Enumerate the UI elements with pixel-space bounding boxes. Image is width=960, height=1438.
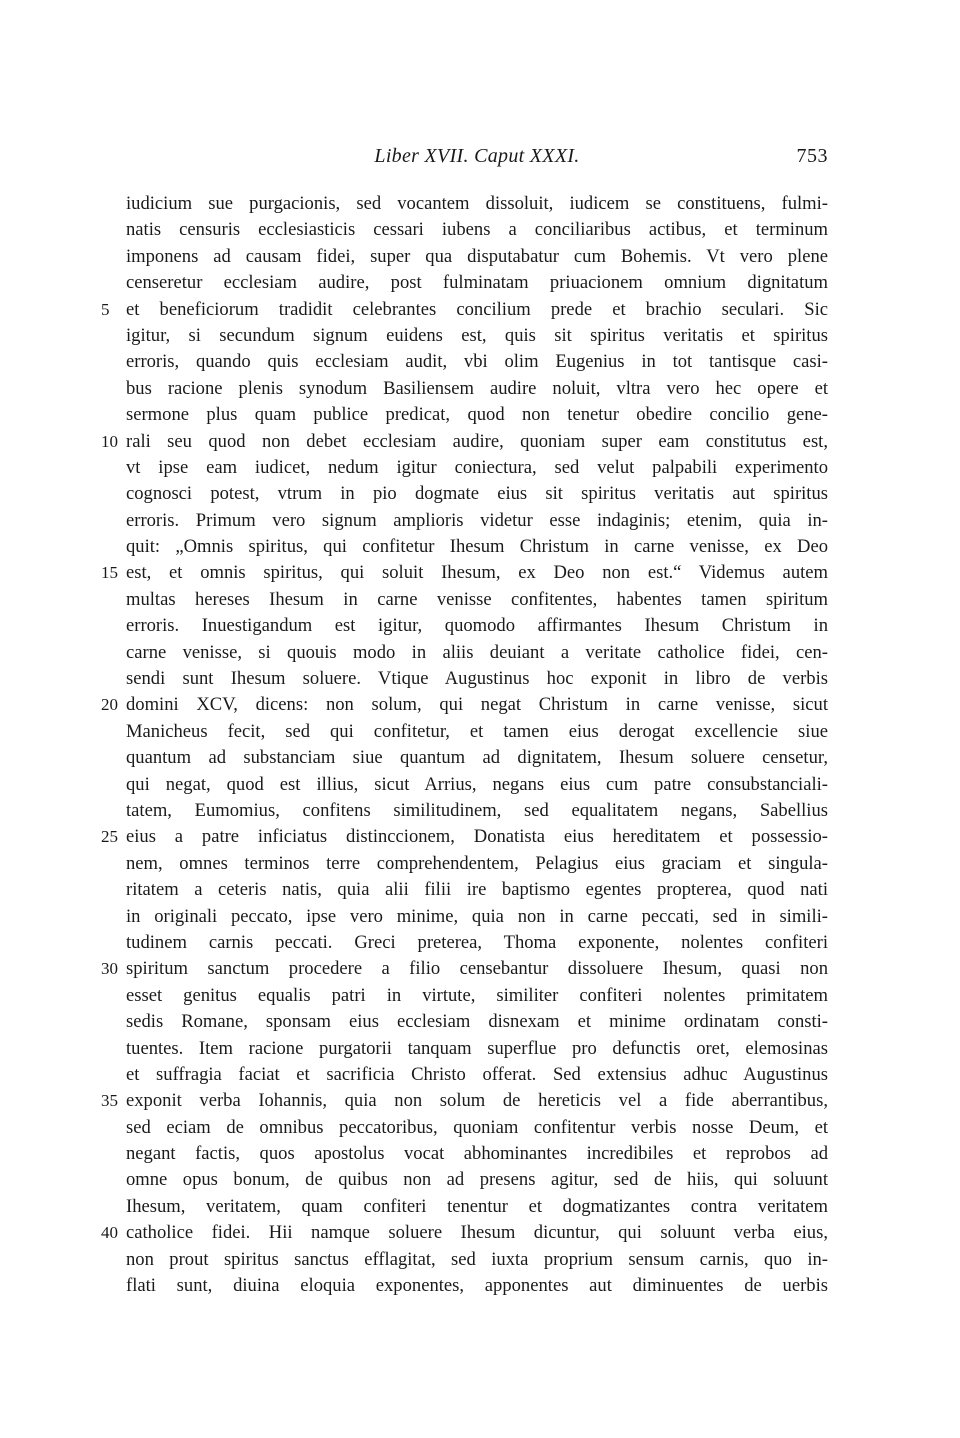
line-text: tudinem carnis peccati. Greci preterea, Thoma exponente, nolentes confiteri: [126, 931, 828, 953]
line-text: rali seu quod non debet ecclesiam audire, quoniam super eam constitutus est,: [126, 430, 828, 452]
text-line: [126, 904, 828, 930]
line-text: sendi sunt Ihesum soluere. Vtique Augustinus hoc exponit in libro de verbis: [126, 668, 828, 690]
text-line: [101, 692, 828, 718]
line-text: vt ipse eam iudicet, nedum igitur coniectura, sed velut palpabili experimento: [126, 456, 828, 478]
line-text: quantum ad substanciam siue quantum ad dignitatem, Ihesum soluere censetur,: [126, 747, 828, 769]
line-text: tuentes. Item racione purgatorii tanquam superflue pro defunctis oret, elemosinas: [126, 1037, 828, 1059]
line-number: 15: [101, 563, 118, 583]
line-text: nem, omnes terminos terre comprehendentem, Pelagius eius graciam et singula-: [126, 852, 828, 874]
line-text: non prout spiritus sanctus efflagitat, sed iuxta proprium sensum carnis, quo in-: [126, 1248, 828, 1270]
text-line: [101, 560, 828, 586]
line-text: omne opus bonum, de quibus non ad presens agitur, sed de hiis, qui soluunt: [126, 1169, 828, 1191]
running-title: Liber XVII. Caput XXXI.: [374, 145, 580, 167]
line-text: et suffragia faciat et sacrificia Christo offerat. Sed extensius adhuc Augustinus: [126, 1063, 828, 1085]
line-text: sedis Romane, sponsam eius ecclesiam disnexam et minime ordinatam consti-: [126, 1011, 828, 1033]
text-line: [126, 481, 828, 507]
line-text: imponens ad causam fidei, super qua disputabatur cum Bohemis. Vt vero plene: [126, 245, 828, 267]
line-text: erroris. Primum vero signum amplioris videtur esse indaginis; etenim, quia in-: [126, 509, 828, 531]
line-text: igitur, si secundum signum euidens est, quis sit spiritus veritatis et spiritus: [126, 324, 828, 346]
text-line: [126, 640, 828, 666]
line-text: et beneficiorum tradidit celebrantes concilium prede et brachio seculari. Sic: [126, 298, 828, 320]
text-line: [126, 1036, 828, 1062]
text-line: [126, 1247, 828, 1273]
text-line: [126, 534, 828, 560]
line-number: 25: [101, 827, 118, 847]
line-text: negant factis, quos apostolus vocat abhominantes incredibiles et reprobos ad: [126, 1143, 828, 1165]
line-text: bus racione plenis synodum Basiliensem audire noluit, vltra vero hec opere et: [126, 377, 828, 399]
text-line: [101, 429, 828, 455]
text-line: [101, 956, 828, 982]
line-number: 20: [101, 695, 118, 715]
line-text: esset genitus equalis patri in virtute, similiter confiteri nolentes primitatem: [126, 984, 828, 1006]
text-line: [126, 772, 828, 798]
line-text: multas hereses Ihesum in carne venisse confitentes, habentes tamen spiritum: [126, 588, 828, 610]
line-number: 40: [101, 1223, 118, 1243]
line-text: eius a patre inficiatus distinccionem, Donatista eius hereditatem et possessio-: [126, 826, 828, 848]
text-line: [126, 1009, 828, 1035]
text-line: [126, 613, 828, 639]
line-text: tatem, Eumomius, confitens similitudinem, sed equalitatem negans, Sabellius: [126, 799, 828, 821]
text-line: [126, 508, 828, 534]
text-line: [126, 402, 828, 428]
body-text: [101, 191, 828, 1299]
line-text: Manicheus fecit, sed qui confitetur, et tamen eius derogat excellencie siue: [126, 720, 828, 742]
line-text: exponit verba Iohannis, quia non solum de hereticis vel a fide aberrantibus,: [126, 1090, 828, 1112]
text-line: [126, 877, 828, 903]
text-line: [126, 244, 828, 270]
line-text: sermone plus quam publice predicat, quod non tenetur obedire concilio gene-: [126, 404, 828, 426]
text-line: [126, 1194, 828, 1220]
page-number: 753: [796, 145, 828, 167]
line-text: qui negat, quod est illius, sicut Arrius, negans eius cum patre consubstanciali-: [126, 773, 828, 795]
line-text: erroris. Inuestigandum est igitur, quomodo affirmantes Ihesum Christum in: [126, 615, 828, 637]
line-number: 10: [101, 431, 118, 451]
text-line: [126, 666, 828, 692]
line-number: 35: [101, 1091, 118, 1111]
running-header: [126, 145, 828, 175]
text-line: [126, 719, 828, 745]
line-text: domini XCV, dicens: non solum, qui negat Christum in carne venisse, sicut: [126, 694, 828, 716]
line-text: sed eciam de omnibus peccatoribus, quoniam confitentur verbis nosse Deum, et: [126, 1116, 828, 1138]
line-text: censeretur ecclesiam audire, post fulminatam priuacionem omnium dignitatum: [126, 272, 828, 294]
text-line: [126, 1273, 828, 1299]
text-line: [126, 930, 828, 956]
text-line: [126, 798, 828, 824]
line-text: erroris, quando quis ecclesiam audit, vbi olim Eugenius in tot tantisque casi-: [126, 351, 828, 373]
line-text: ritatem a ceteris natis, quia alii filii ire baptismo egentes propterea, quod nati: [126, 879, 828, 901]
text-line: [126, 217, 828, 243]
text-line: [126, 1115, 828, 1141]
text-line: [101, 824, 828, 850]
text-line: [126, 1141, 828, 1167]
text-line: [126, 745, 828, 771]
line-text: in originali peccato, ipse vero minime, quia non in carne peccati, sed in simili-: [126, 905, 828, 927]
line-number: 5: [101, 299, 110, 319]
text-line: [101, 1088, 828, 1114]
text-line: [126, 376, 828, 402]
text-line: [126, 1167, 828, 1193]
text-line: [126, 323, 828, 349]
line-text: est, et omnis spiritus, qui soluit Ihesum, ex Deo non est.“ Videmus autem: [126, 562, 828, 584]
line-text: Ihesum, veritatem, quam confiteri tenentur et dogmatizantes contra veritatem: [126, 1195, 828, 1217]
line-number: 30: [101, 959, 118, 979]
text-line: [126, 983, 828, 1009]
line-text: quit: „Omnis spiritus, qui confitetur Ihesum Christum in carne venisse, ex Deo: [126, 536, 828, 558]
line-text: cognosci potest, vtrum in pio dogmate eius sit spiritus veritatis aut spiritus: [126, 483, 828, 505]
text-line: [126, 349, 828, 375]
line-text: natis censuris ecclesiasticis cessari iubens a conciliaribus actibus, et terminum: [126, 219, 828, 241]
line-text: flati sunt, diuina eloquia exponentes, apponentes aut diminuentes de uerbis: [126, 1275, 828, 1297]
line-text: iudicium sue purgacionis, sed vocantem dissoluit, iudicem se constituens, fulmi-: [126, 193, 828, 214]
text-line: [126, 191, 828, 217]
text-line: [126, 455, 828, 481]
line-text: spiritum sanctum procedere a filio censebantur dissoluere Ihesum, quasi non: [126, 958, 828, 980]
text-line: [101, 1220, 828, 1246]
text-line: [126, 587, 828, 613]
text-line: [101, 297, 828, 323]
text-line: [126, 270, 828, 296]
text-line: [126, 1062, 828, 1088]
line-text: carne venisse, si quouis modo in aliis deuiant a veritate catholice fidei, cen-: [126, 641, 828, 663]
line-text: catholice fidei. Hii namque soluere Ihesum dicuntur, qui soluunt verba eius,: [126, 1222, 828, 1244]
text-line: [126, 851, 828, 877]
